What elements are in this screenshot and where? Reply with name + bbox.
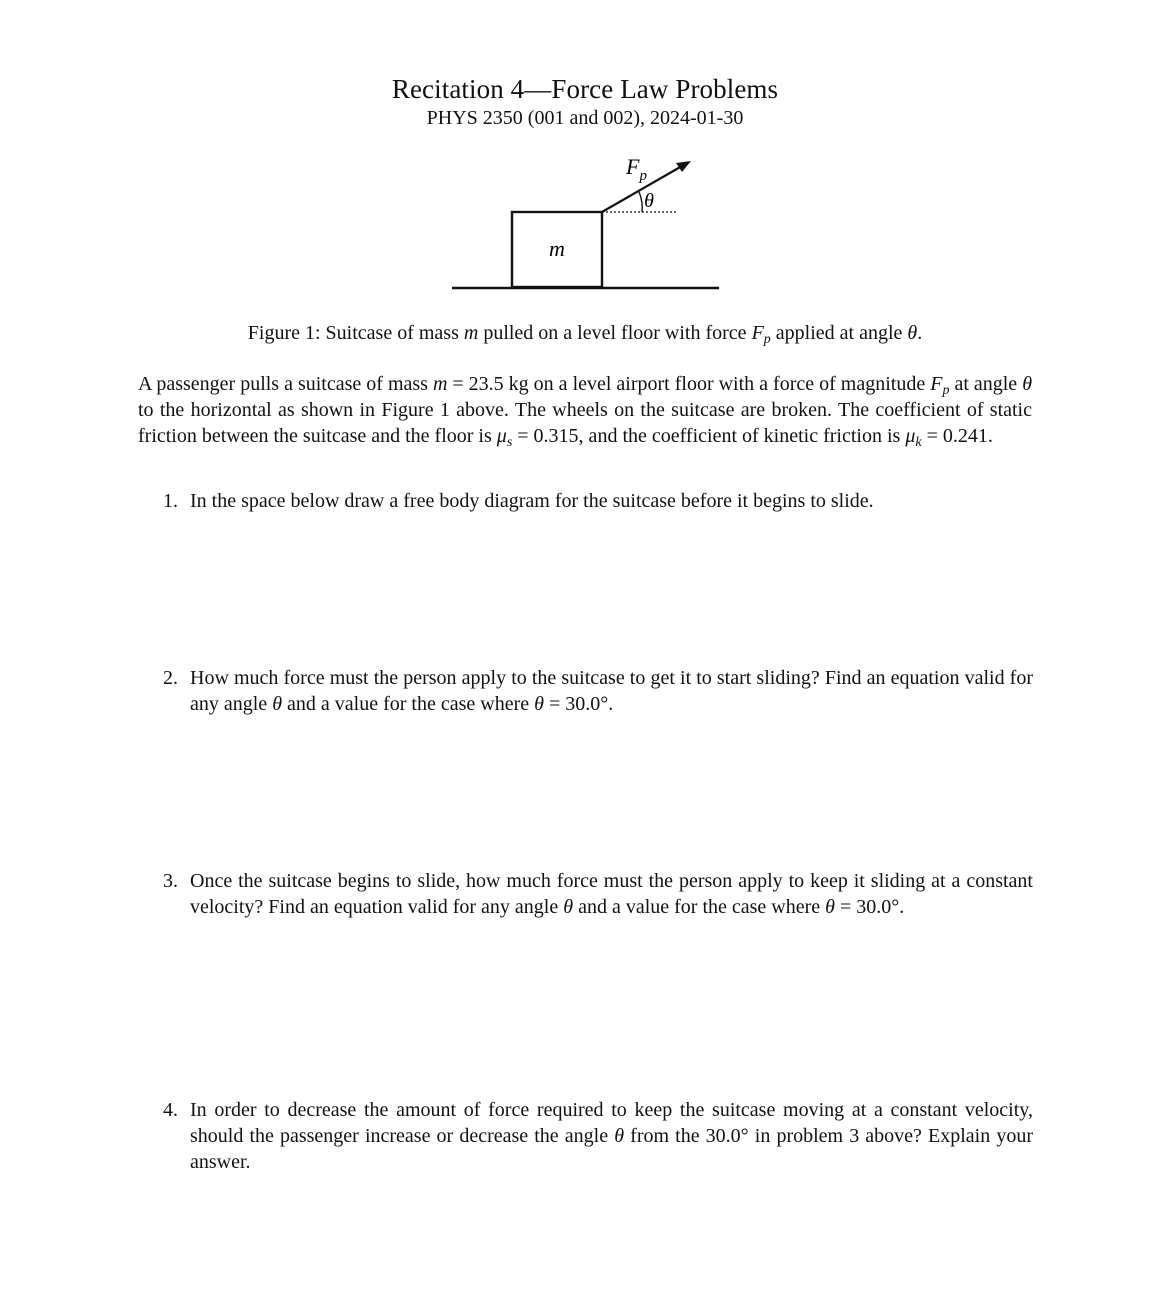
question-text: In the space below draw a free body diagram for the suitcase before it begins to slide.	[190, 490, 874, 512]
force-arrow-head	[676, 161, 691, 172]
force-label: $F_p$	[626, 154, 647, 184]
angle-arc	[639, 192, 642, 212]
question-number: 3.	[163, 870, 178, 892]
question-text: In order to decrease the amount of force required to keep the suitcase moving at a constant velocity, should the passenger increase or decrease the angle θ from the 30.0° in problem 3 above? Explain your answer.	[190, 1099, 1034, 1173]
question-text: How much force must the person apply to the suitcase to get it to start sliding? Find an equation valid for any angle θ and a value for the case where θ = 30.0°.	[190, 667, 1033, 715]
question-2	[163, 665, 1033, 717]
angle-label: θ	[644, 190, 654, 212]
question-number: 1.	[163, 490, 178, 512]
page-title: Recitation 4—Force Law Problems	[391, 74, 779, 104]
block-mass-label: m	[549, 236, 565, 261]
question-number: 4.	[163, 1099, 178, 1121]
figure-caption: Figure 1: Suitcase of mass m pulled on a level floor with force $F_p$ applied at angle θ.	[247, 322, 923, 347]
question-number: 2.	[163, 667, 178, 689]
page-subtitle: PHYS 2350 (001 and 002), 2024-01-30	[426, 107, 744, 129]
question-4	[163, 1097, 1033, 1175]
question-1	[163, 488, 1033, 514]
problem-statement: A passenger pulls a suitcase of mass m = 23.5 kg on a level airport floor with a force of magnitude $F_p$ at angle θ to the horizontal as shown in Figure 1 above. The wheels on the suitcase are broken. The coefficient of static friction between the suitcase and the floor is $\mu_s = 0.315$, and the coefficient of kinetic friction is $\mu_k = 0.241$.	[138, 373, 1033, 450]
question-text: Once the suitcase begins to slide, how much force must the person apply to keep it sliding at a constant velocity? Find an equation valid for any angle θ and a value for the case where θ = 30.0°.	[190, 870, 1033, 918]
question-3	[163, 868, 1033, 920]
suitcase-figure	[440, 150, 740, 300]
